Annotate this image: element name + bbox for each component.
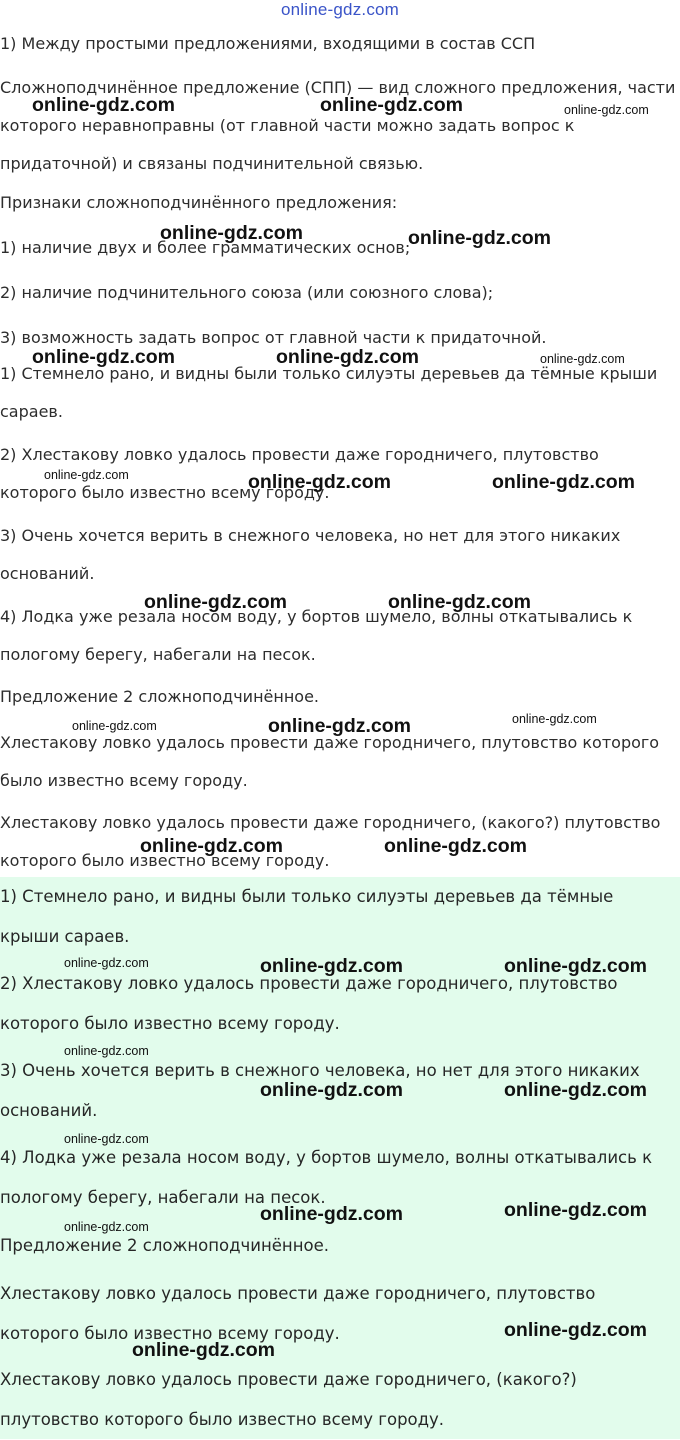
answer-paragraph: Хлестакову ловко удалось провести даже городничего, плутовство которого было известно всему городу. bbox=[0, 1284, 596, 1343]
watermark: online-gdz.com bbox=[320, 94, 463, 116]
watermark: online-gdz.com bbox=[64, 1044, 149, 1058]
paragraph: 4) Лодка уже резала носом воду, у бортов шумело, волны откатывались к пологому берегу, набегали на песок. bbox=[0, 607, 633, 664]
paragraph: 2) наличие подчинительного союза (или союзного слова); bbox=[0, 283, 494, 302]
watermark: online-gdz.com bbox=[32, 346, 175, 368]
paragraph: 1) Между простыми предложениями, входящими в состав ССП bbox=[0, 34, 536, 53]
watermark: online-gdz.com bbox=[144, 591, 287, 613]
watermark: online-gdz.com bbox=[64, 1132, 149, 1146]
header-watermark: online-gdz.com bbox=[280, 0, 400, 19]
watermark: online-gdz.com bbox=[540, 352, 625, 366]
watermark: online-gdz.com bbox=[504, 955, 647, 977]
watermark: online-gdz.com bbox=[276, 346, 419, 368]
paragraph: 1) наличие двух и более грамматических основ; bbox=[0, 238, 411, 257]
answer-paragraph: Предложение 2 сложноподчинённое. bbox=[0, 1236, 329, 1255]
watermark: online-gdz.com bbox=[44, 468, 129, 482]
watermark: online-gdz.com bbox=[504, 1079, 647, 1101]
watermark: online-gdz.com bbox=[408, 227, 551, 249]
answer-paragraph: 2) Хлестакову ловко удалось провести даже городничего, плутовство которого было известно всему городу. bbox=[0, 974, 618, 1033]
watermark: online-gdz.com bbox=[268, 715, 411, 737]
answer-paragraph: 4) Лодка уже резала носом воду, у бортов шумело, волны откатывались к пологому берегу, набегали на песок. bbox=[0, 1148, 653, 1207]
watermark: online-gdz.com bbox=[388, 591, 531, 613]
watermark: online-gdz.com bbox=[248, 471, 391, 493]
watermark: online-gdz.com bbox=[564, 103, 649, 117]
watermark: online-gdz.com bbox=[260, 955, 403, 977]
watermark: online-gdz.com bbox=[140, 835, 283, 857]
watermark: online-gdz.com bbox=[512, 712, 597, 726]
paragraph: 1) Стемнело рано, и видны были только силуэты деревьев да тёмные крыши сараев. bbox=[0, 364, 658, 421]
paragraph: Хлестакову ловко удалось провести даже городничего, плутовство которого было известно всему городу. bbox=[0, 733, 660, 790]
paragraph: 2) Хлестакову ловко удалось провести даже городничего, плутовство которого было известно всему городу. bbox=[0, 445, 599, 502]
paragraph: 3) возможность задать вопрос от главной части к придаточной. bbox=[0, 328, 547, 347]
watermark: online-gdz.com bbox=[384, 835, 527, 857]
paragraph: 3) Очень хочется верить в снежного человека, но нет для этого никаких оснований. bbox=[0, 526, 621, 583]
paragraph: Хлестакову ловко удалось провести даже городничего, (какого?) плутовство которого было известно всему городу. bbox=[0, 813, 661, 870]
watermark: online-gdz.com bbox=[32, 94, 175, 116]
paragraph: Предложение 2 сложноподчинённое. bbox=[0, 687, 320, 706]
answer-paragraph: 3) Очень хочется верить в снежного человека, но нет для этого никаких оснований. bbox=[0, 1061, 640, 1120]
watermark: online-gdz.com bbox=[492, 471, 635, 493]
watermark: online-gdz.com bbox=[64, 1220, 149, 1234]
paragraph: Признаки сложноподчинённого предложения: bbox=[0, 193, 398, 212]
watermark: online-gdz.com bbox=[132, 1339, 275, 1361]
watermark: online-gdz.com bbox=[72, 719, 157, 733]
watermark: online-gdz.com bbox=[160, 222, 303, 244]
watermark: online-gdz.com bbox=[504, 1319, 647, 1341]
watermark: online-gdz.com bbox=[260, 1079, 403, 1101]
answer-paragraph: Хлестакову ловко удалось провести даже городничего, (какого?) плутовство которого было известно всему городу. bbox=[0, 1370, 577, 1429]
watermark: online-gdz.com bbox=[504, 1199, 647, 1221]
watermark: online-gdz.com bbox=[260, 1203, 403, 1225]
watermark: online-gdz.com bbox=[64, 956, 149, 970]
paragraph: Сложноподчинённое предложение (СПП) — вид сложного предложения, части которого неравноправны (от главной части можно задать вопрос к придаточной) и связаны подчинительной связью. bbox=[0, 78, 676, 173]
answer-paragraph: 1) Стемнело рано, и видны были только силуэты деревьев да тёмные крыши сараев. bbox=[0, 887, 614, 946]
